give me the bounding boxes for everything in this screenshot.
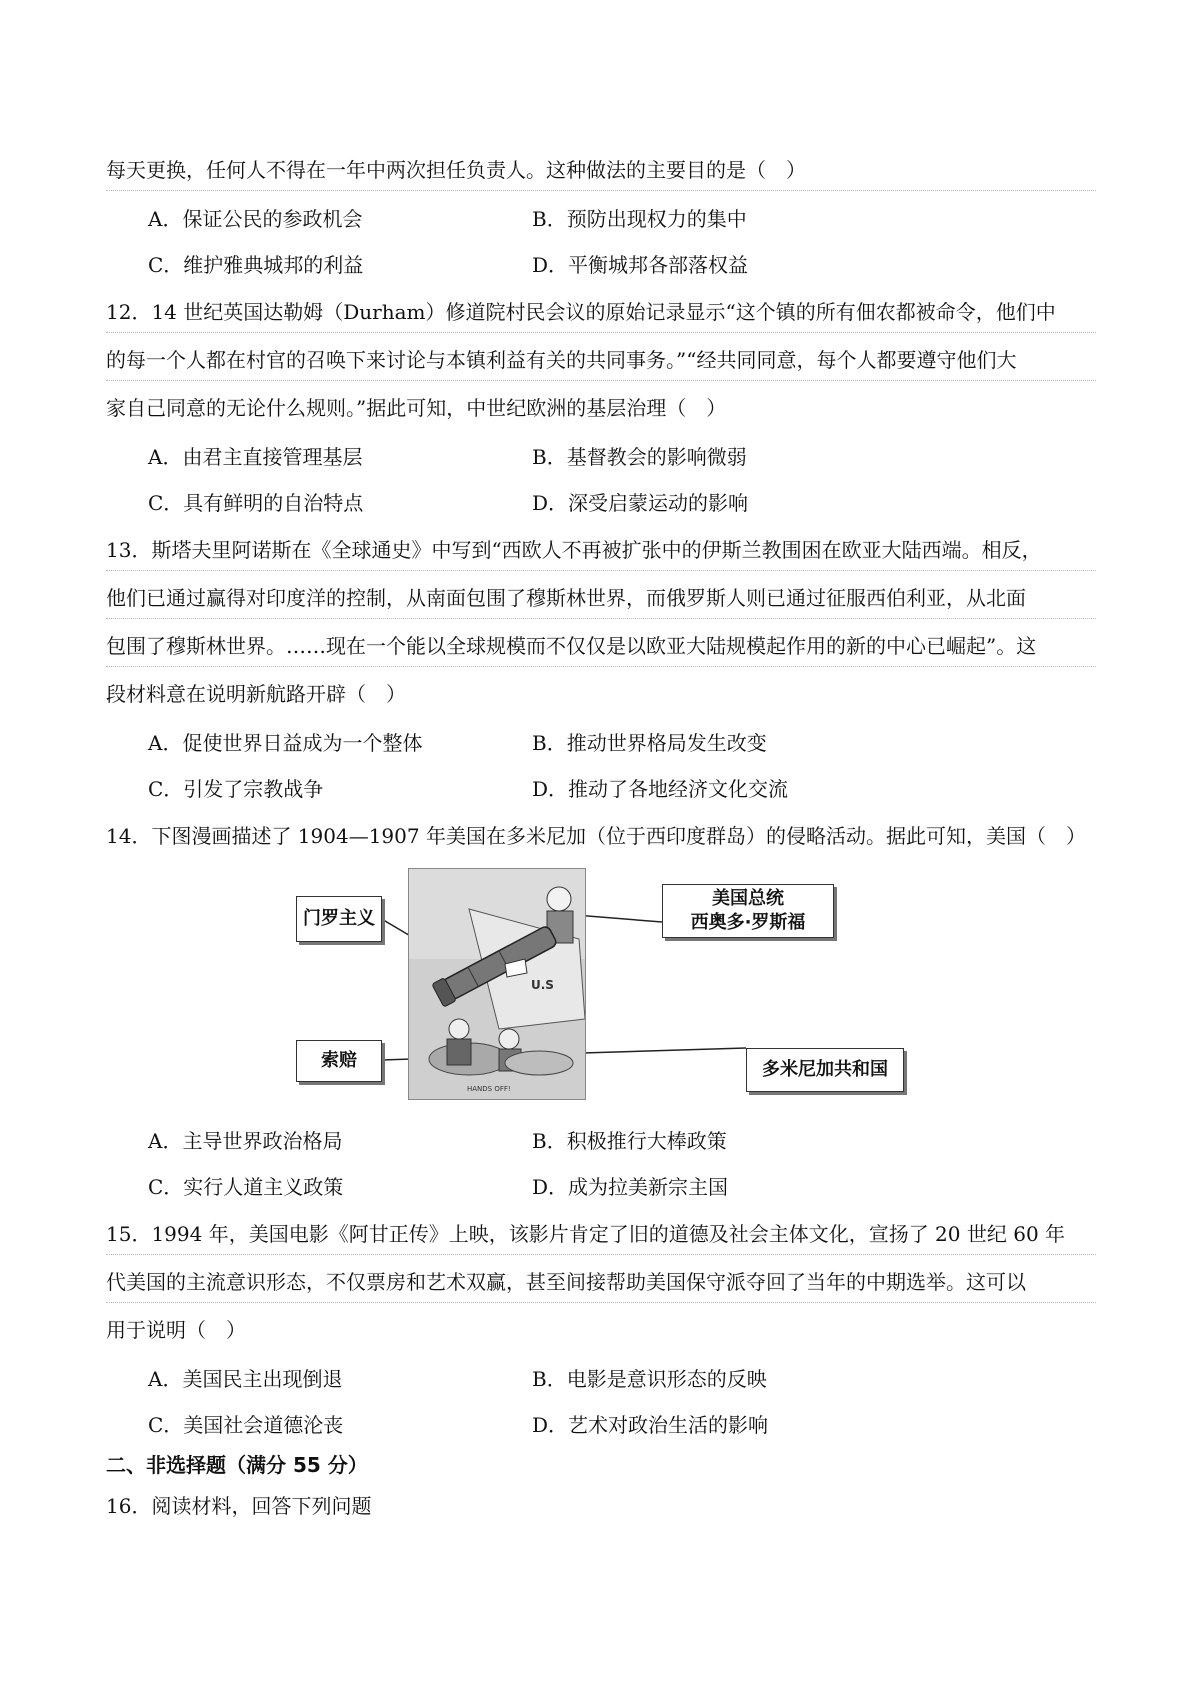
q15-option-c: C．美国社会道德沦丧: [148, 1413, 344, 1437]
callout-monroe-text: 门罗主义: [303, 908, 375, 929]
callout-us-president: [662, 884, 834, 938]
q15-option-b: B．电影是意识形态的反映: [532, 1367, 767, 1391]
q13-line-4: 段材料意在说明新航路开辟（ ）: [106, 682, 406, 706]
q11-option-b: B．预防出现权力的集中: [532, 207, 747, 231]
q11-option-c: C．维护雅典城邦的利益: [148, 253, 364, 277]
q12-option-b: B．基督教会的影响微弱: [532, 445, 747, 469]
q12-option-a: A．由君主直接管理基层: [148, 445, 363, 469]
q13-line-1: 13．斯塔夫里阿诺斯在《全球通史》中写到“西欧人不再被扩张中的伊斯兰教围困在欧亚大陆西端。相反，: [106, 530, 1096, 571]
q12-line-3: 家自己同意的无论什么规则。”据此可知，中世纪欧洲的基层治理（ ）: [106, 396, 727, 420]
q14-option-b: B．积极推行大棒政策: [532, 1129, 727, 1153]
callout-claims: [296, 1040, 382, 1082]
q12-line-2: 的每一个人都在村官的召唤下来讨论与本镇利益有关的共同事务。”“经共同同意，每个人都要遵守他们大: [106, 340, 1096, 381]
callout-president-line2: 西奥多·罗斯福: [690, 912, 806, 933]
q13-option-b: B．推动世界格局发生改变: [532, 731, 767, 755]
q12-option-c: C．具有鲜明的自治特点: [148, 491, 364, 515]
q15-option-a: A．美国民主出现倒退: [148, 1367, 343, 1391]
ship-text: U.S: [531, 978, 554, 992]
q14-option-d: D．成为拉美新宗主国: [532, 1175, 729, 1199]
q13-line-3: 包围了穆斯林世界。……现在一个能以全球规模而不仅仅是以欧亚大陆规模起作用的新的中心已崛起”。这: [106, 626, 1096, 667]
q15-line-1: 15．1994 年，美国电影《阿甘正传》上映，该影片肯定了旧的道德及社会主体文化，宣扬了 20 世纪 60 年: [106, 1214, 1096, 1255]
callout-president-line1: 美国总统: [712, 888, 784, 909]
q11-option-a: A．保证公民的参政机会: [148, 207, 363, 231]
q14-cartoon-figure: [296, 862, 906, 1102]
q11-option-d: D．平衡城邦各部落权益: [532, 253, 749, 277]
q13-option-d: D．推动了各地经济文化交流: [532, 777, 789, 801]
q16-stem: 16．阅读材料，回答下列问题: [106, 1494, 372, 1518]
q15-option-d: D．艺术对政治生活的影响: [532, 1413, 769, 1437]
q12-line-1: 12．14 世纪英国达勒姆（Durham）修道院村民会议的原始记录显示“这个镇的所有佃农都被命令，他们中: [106, 292, 1096, 333]
q15-line-3: 用于说明（ ）: [106, 1318, 246, 1342]
q13-option-a: A．促使世界日益成为一个整体: [148, 731, 423, 755]
q14-option-a: A．主导世界政治格局: [148, 1129, 343, 1153]
q13-line-2: 他们已通过赢得对印度洋的控制，从南面包围了穆斯林世界，而俄罗斯人则已通过征服西伯利亚，从北面: [106, 578, 1096, 619]
political-cartoon-image: [408, 868, 586, 1100]
q11-stem-tail: 每天更换，任何人不得在一年中两次担任负责人。这种做法的主要目的是（ ）: [106, 150, 1096, 191]
callout-dominican-republic: [746, 1048, 904, 1092]
callout-claims-text: 索赔: [321, 1050, 357, 1071]
cartoon-drawing: [409, 869, 585, 1099]
section-title-non-choice: 二、非选择题（满分 55 分）: [106, 1453, 368, 1477]
cartoon-caption: HANDS OFF!: [467, 1085, 511, 1093]
callout-monroe-doctrine: [296, 896, 382, 942]
q12-option-d: D．深受启蒙运动的影响: [532, 491, 749, 515]
q13-option-c: C．引发了宗教战争: [148, 777, 324, 801]
callout-dominican-text: 多米尼加共和国: [762, 1059, 888, 1080]
q14-option-c: C．实行人道主义政策: [148, 1175, 344, 1199]
q14-stem: 14．下图漫画描述了 1904—1907 年美国在多米尼加（位于西印度群岛）的侵略活动。据此可知，美国（ ）: [106, 824, 1086, 848]
q15-line-2: 代美国的主流意识形态，不仅票房和艺术双赢，甚至间接帮助美国保守派夺回了当年的中期选举。这可以: [106, 1262, 1096, 1303]
